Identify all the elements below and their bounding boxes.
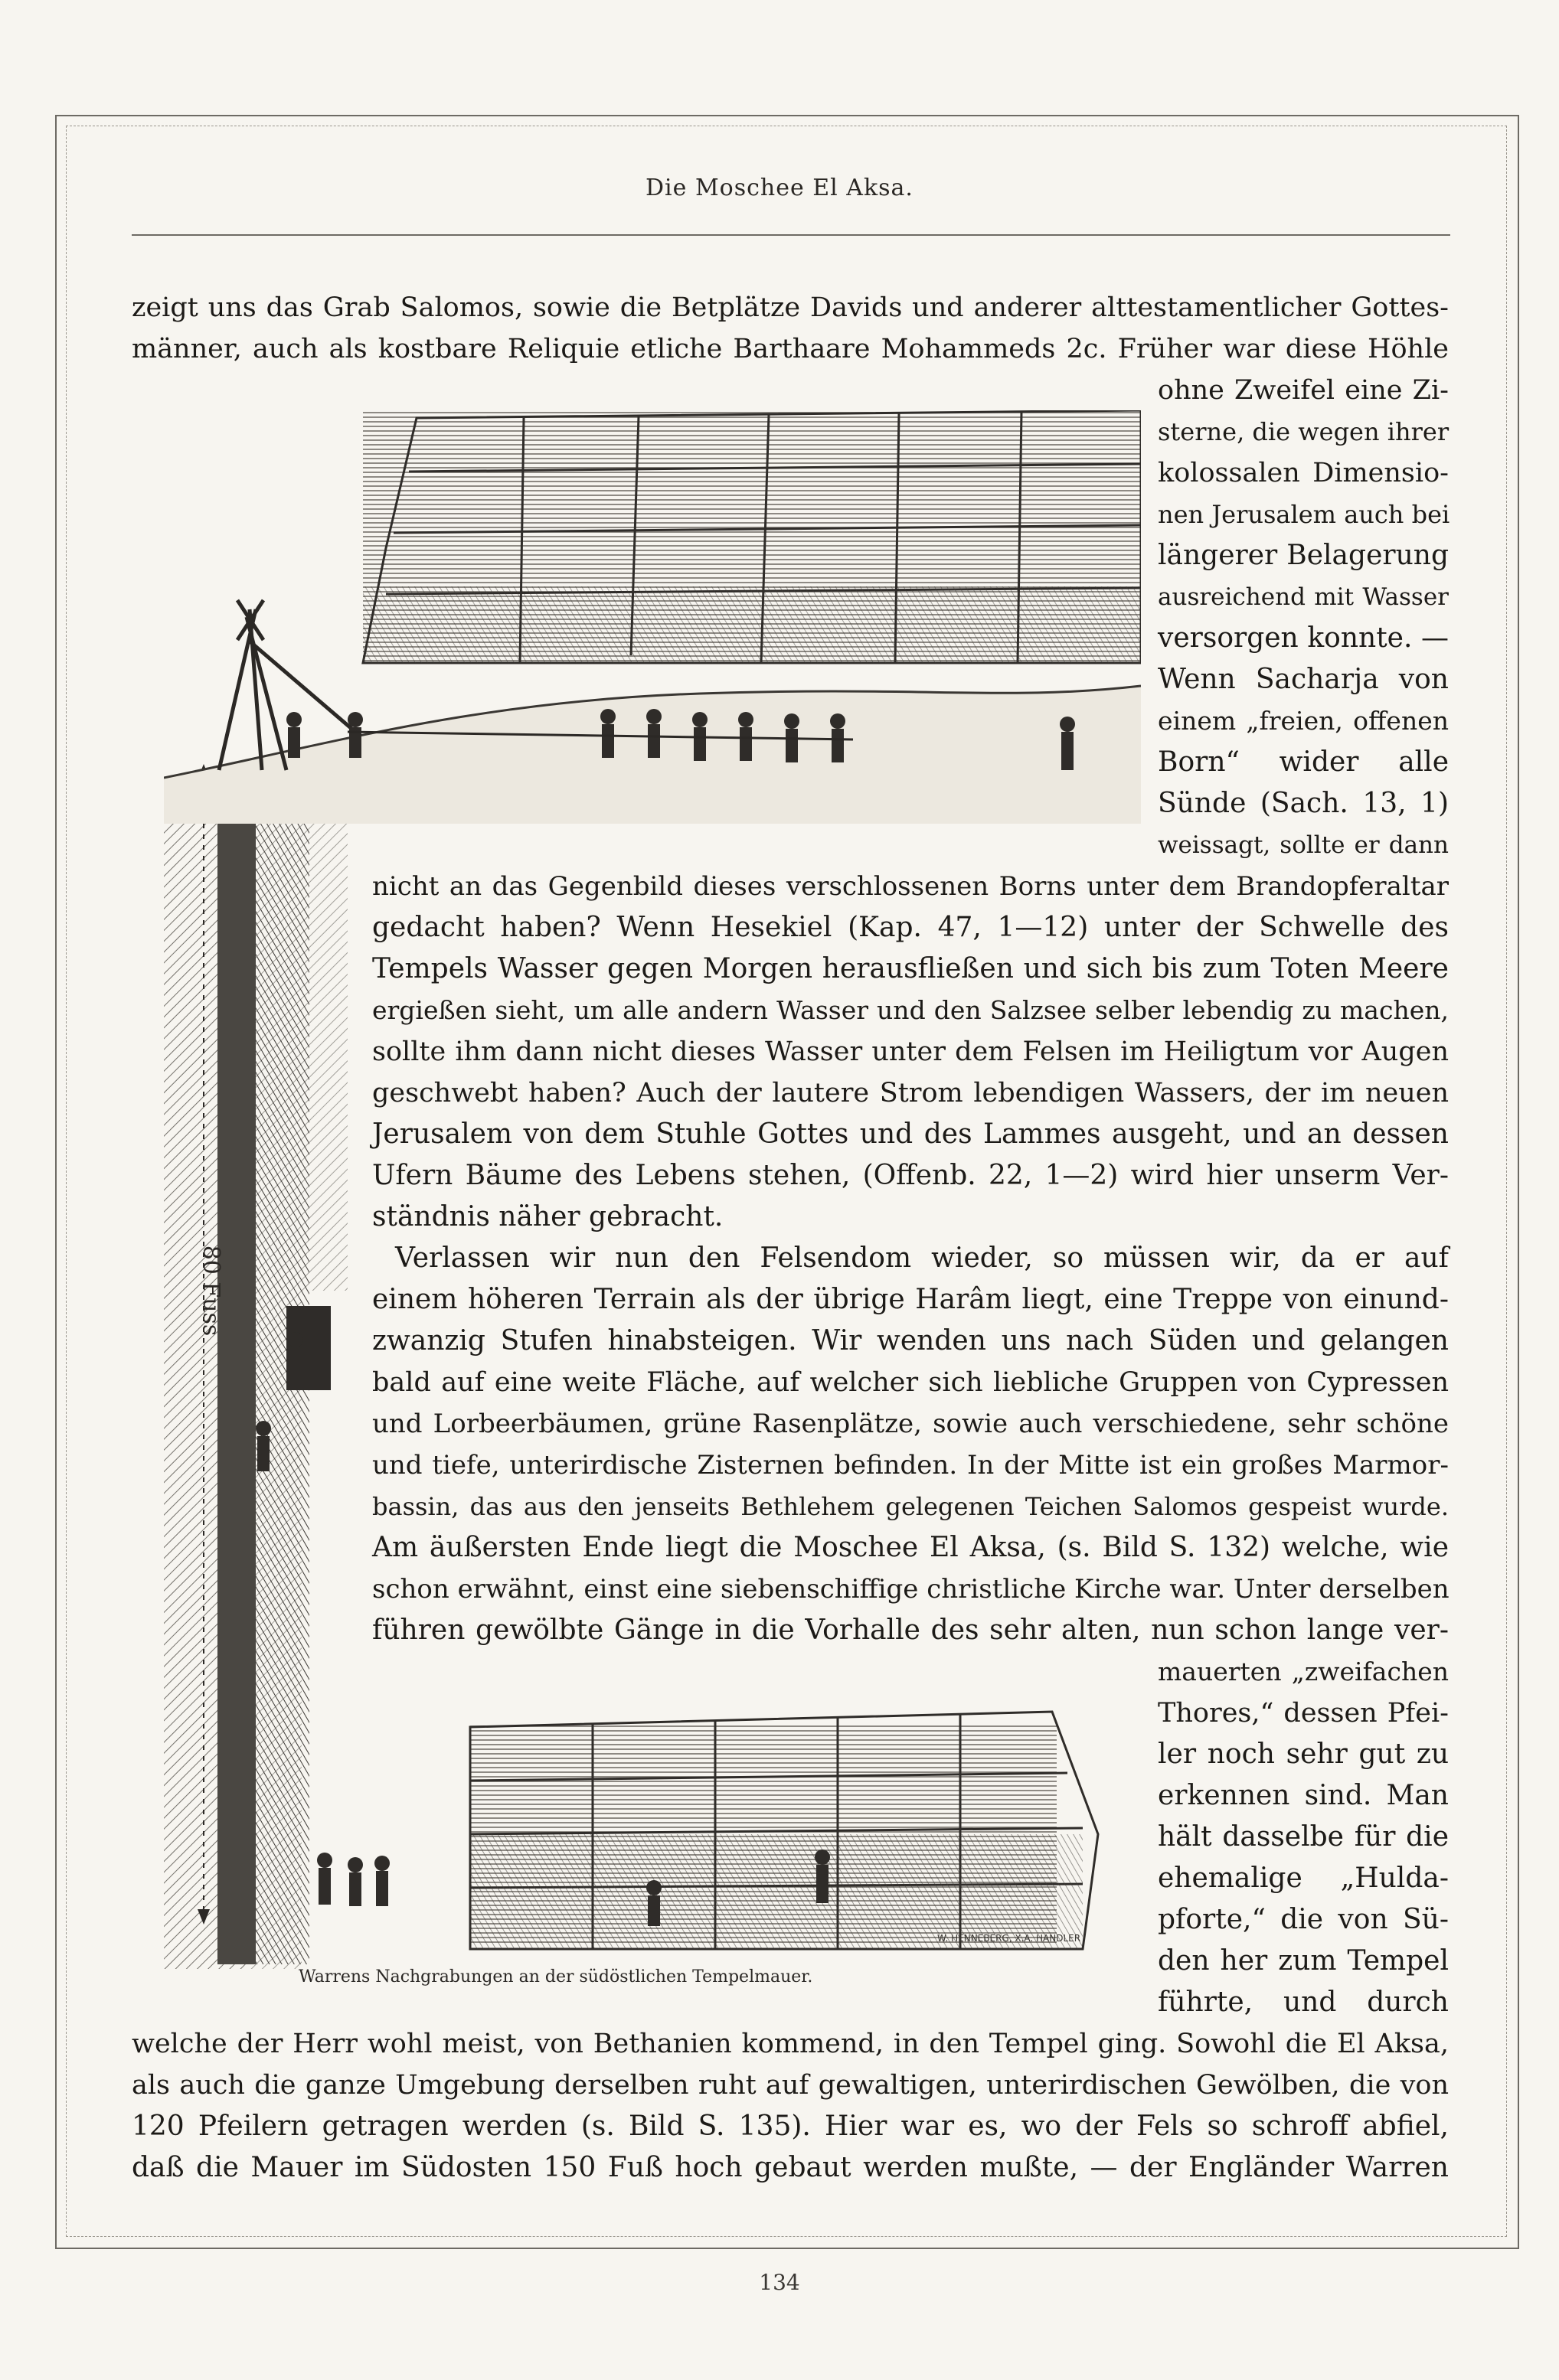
engraver-signature: W. HENNEBERG, X.A. HANDLER bbox=[937, 1933, 1081, 1944]
text-line: Thores,“ dessen Pfei- bbox=[1158, 1698, 1449, 1729]
text-line: Wenn Sacharja von bbox=[1158, 664, 1449, 695]
text-line: zeigt uns das Grab Salomos, sowie die Betplätze Davids und anderer alttestamentlicher Gottes- bbox=[132, 292, 1449, 323]
text-line: hält dasselbe für die bbox=[1158, 1821, 1449, 1853]
text-line: ohne Zweifel eine Zi- bbox=[1158, 375, 1449, 406]
text-line: einem höheren Terrain als der übrige Harâm liegt, eine Treppe von einund- bbox=[372, 1284, 1449, 1315]
text-line: Sünde (Sach. 13, 1) bbox=[1158, 788, 1449, 819]
text-line: sterne, die wegen ihrer bbox=[1158, 417, 1450, 446]
text-line: weissagt, sollte er dann bbox=[1158, 831, 1449, 859]
text-line: bassin, das aus den jenseits Bethlehem gelegenen Teichen Salomos gespeist wurde. bbox=[372, 1492, 1449, 1521]
text-line: zwanzig Stufen hinabsteigen. Wir wenden uns nach Süden und gelangen bbox=[372, 1325, 1449, 1357]
text-line: männer, auch als kostbare Reliquie etliche Barthaare Mohammeds 2c. Früher war diese Höhle bbox=[132, 334, 1449, 364]
running-head: Die Moschee El Aksa. bbox=[645, 175, 914, 201]
text-line: als auch die ganze Umgebung derselben ruht auf gewaltigen, unterirdischen Gewölben, die von bbox=[132, 2070, 1449, 2101]
text-line: ergießen sieht, um alle andern Wasser und den Salzsee selber lebendig zu machen, bbox=[372, 995, 1449, 1025]
text-line: erkennen sind. Man bbox=[1158, 1780, 1449, 1811]
text-line: gedacht haben? Wenn Hesekiel (Kap. 47, 1—12) unter der Schwelle des bbox=[372, 912, 1449, 943]
text-line: daß die Mauer im Südosten 150 Fuß hoch gebaut werden mußte, — der Engländer Warren bbox=[132, 2152, 1449, 2183]
text-line: Jerusalem von dem Stuhle Gottes und des Lammes ausgeht, und an dessen bbox=[372, 1118, 1449, 1150]
text-line: Verlassen wir nun den Felsendom wieder, so müssen wir, da er auf bbox=[395, 1242, 1449, 1274]
text-line: Ufern Bäume des Lebens stehen, (Offenb. 22, 1—2) wird hier unserm Ver- bbox=[372, 1160, 1449, 1191]
text-line: längerer Belagerung bbox=[1158, 540, 1449, 571]
text-line: welche der Herr wohl meist, von Bethanien kommend, in den Tempel ging. Sowohl die El Aksa, bbox=[132, 2029, 1449, 2059]
text-line: geschwebt haben? Auch der lautere Strom lebendigen Wassers, der im neuen bbox=[372, 1078, 1449, 1108]
text-line: pforte,“ die von Sü- bbox=[1158, 1904, 1449, 1935]
figure-caption: Warrens Nachgrabungen an der südöstlichen Tempelmauer. bbox=[299, 1967, 813, 1987]
text-line: und Lorbeerbäumen, grüne Rasenplätze, sowie auch verschiedene, sehr schöne bbox=[372, 1409, 1449, 1439]
text-line: ständnis näher gebracht. bbox=[372, 1201, 724, 1232]
text-line: mauerten „zweifachen bbox=[1158, 1657, 1449, 1686]
text-line: bald auf eine weite Fläche, auf welcher sich liebliche Gruppen von Cypressen bbox=[372, 1367, 1449, 1398]
text-line: führen gewölbte Gänge in die Vorhalle des sehr alten, nun schon lange ver- bbox=[372, 1614, 1449, 1646]
text-line: Born“ wider alle bbox=[1158, 746, 1449, 778]
text-line: nicht an das Gegenbild dieses verschlossenen Borns unter dem Brandopferaltar bbox=[372, 871, 1449, 902]
text-line: Tempels Wasser gegen Morgen herausfließen und sich bis zum Toten Meere bbox=[372, 953, 1449, 984]
text-line: führte, und durch bbox=[1158, 1987, 1449, 2018]
page-number: 134 bbox=[759, 2270, 800, 2295]
text-line: ausreichend mit Wasser bbox=[1158, 583, 1449, 611]
text-line: ehemalige „Hulda- bbox=[1158, 1863, 1449, 1894]
text-line: und tiefe, unterirdische Zisternen befinden. In der Mitte ist ein großes Marmor- bbox=[372, 1450, 1449, 1481]
header-rule bbox=[132, 234, 1450, 236]
text-line: sollte ihm dann nicht dieses Wasser unter dem Felsen im Heiligtum vor Augen bbox=[372, 1037, 1449, 1067]
text-line: ler noch sehr gut zu bbox=[1158, 1738, 1449, 1770]
text-line: versorgen konnte. — bbox=[1158, 622, 1449, 654]
text-line: den her zum Tempel bbox=[1158, 1945, 1449, 1977]
text-line: Am äußersten Ende liegt die Moschee El Aksa, (s. Bild S. 132) welche, wie bbox=[372, 1532, 1449, 1563]
text-line: 120 Pfeilern getragen werden (s. Bild S. 135). Hier war es, wo der Fels so schroff abfiel, bbox=[132, 2111, 1449, 2142]
scale-label: 80 Fuss bbox=[198, 1245, 224, 1337]
text-line: einem „freien, offenen bbox=[1158, 706, 1449, 736]
text-line: schon erwähnt, einst eine siebenschiffige christliche Kirche war. Unter derselben bbox=[372, 1574, 1450, 1605]
text-line: kolossalen Dimensio- bbox=[1158, 458, 1449, 488]
text-line: nen Jerusalem auch bei bbox=[1158, 500, 1450, 529]
